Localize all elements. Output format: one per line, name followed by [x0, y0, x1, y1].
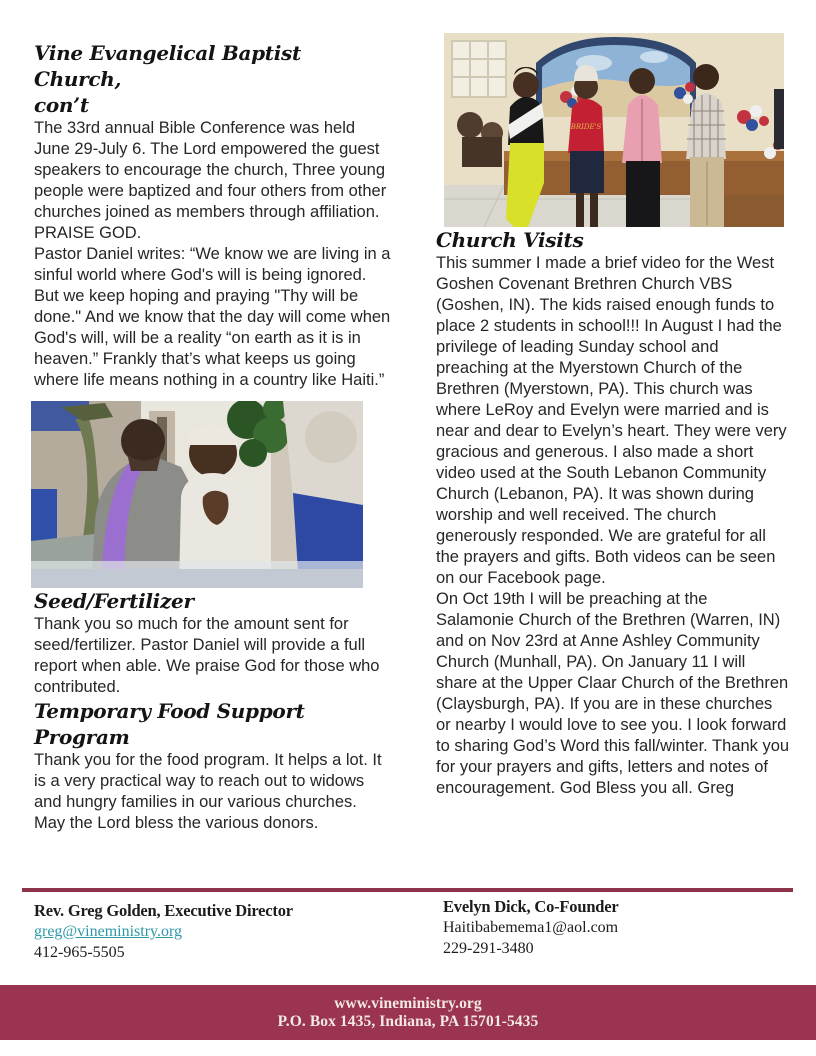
heading-line-1: Vine Evangelical Baptist Church,	[34, 41, 301, 91]
church-group-photo	[444, 33, 784, 227]
paragraph-church-visits-2: On Oct 19th I will be preaching at the Salamonie Church of the Brethren (Warren, IN) and on Nov 23rd at Anne Ashley Community Church (Munhall, PA). On January 11 I will share at the Upper Claar Church of the Brethren (Claysburgh, PA). If you are in these churches or nearby I would love to see you. I look forward to sharing God’s Word this fall/winter. Thank you for your prayers and gifts, letters and notes of encouragement. God Bless you all. Greg	[436, 590, 790, 797]
paragraph-seed-fertilizer: Thank you so much for the amount sent for seed/fertilizer. Pastor Daniel will provide a full report when able. We praise God for those who contributed.	[34, 615, 380, 696]
bottom-address-bar	[0, 985, 816, 1040]
mailing-address-text: P.O. Box 1435, Indiana, PA 15701-5435	[277, 1012, 539, 1030]
heading-line-2: con’t	[34, 93, 89, 117]
section-heading-church-visits: Church Visits	[436, 228, 584, 252]
left-column	[34, 40, 392, 834]
contact-phone-evelyn: 229-291-3480	[443, 940, 534, 957]
contact-block-greg	[34, 900, 293, 963]
contact-name-greg: Rev. Greg Golden, Executive Director	[34, 901, 293, 920]
paragraph-food-program: Thank you for the food program. It helps a lot. It is a very practical way to reach out to widows and hungry families in our various churches. May the Lord bless the various donors.	[34, 751, 382, 832]
paragraph-bible-conference: The 33rd annual Bible Conference was held June 29-July 6. The Lord empowered the guest speakers to encourage the church, Three young people were baptized and four others from other churches joined as members through affiliation. PRAISE GOD.	[34, 119, 387, 242]
paragraph-pastor-daniel-quote: Pastor Daniel writes: “We know we are living in a sinful world where God's will is being ignored. But we keep hoping and praying "Thy will be done." And we know that the day will come when God's will, will be a reality “on earth as it is in heaven.” Frankly that’s what keeps us going where life means nothing in a country like Haiti.”	[34, 245, 391, 389]
paragraph-church-visits-1: This summer I made a brief video for the West Goshen Covenant Brethren Church VBS (Goshen, IN). The kids raised enough funds to place 2 students in school!!! In August I had the privilege of leading Sunday school and preaching at the Myerstown Church of the Brethren (Myerstown, PA). This church was where LeRoy and Evelyn were married and is near and dear to Evelyn’s heart. They were very gracious and generous. I also made a short video used at the South Lebanon Community Church (Lebanon, PA). It was shown during worship and well received. The church generously responded. We are grateful for all the prayers and gifts. Both videos can be seen on our Facebook page.	[436, 254, 787, 587]
section-heading-vine-church	[34, 40, 392, 118]
website-text: www.vineministry.org	[334, 994, 482, 1012]
contact-email-evelyn: Haitibabemema1@aol.com	[443, 919, 619, 936]
baptism-photo	[31, 401, 363, 588]
contact-phone-greg: 412-965-5505	[34, 944, 125, 961]
contact-name-evelyn: Evelyn Dick, Co-Founder	[443, 897, 619, 916]
section-heading-food-program: Temporary Food Support Program	[34, 699, 305, 749]
footer-divider-rule	[22, 888, 793, 892]
right-column	[436, 33, 790, 799]
section-heading-seed-fertilizer: Seed/Fertilizer	[34, 589, 194, 613]
contact-email-link-greg[interactable]: greg@vineministry.org	[34, 923, 183, 940]
contact-block-evelyn	[443, 896, 619, 959]
svg-text:BRIDE'S: BRIDE'S	[570, 123, 602, 131]
